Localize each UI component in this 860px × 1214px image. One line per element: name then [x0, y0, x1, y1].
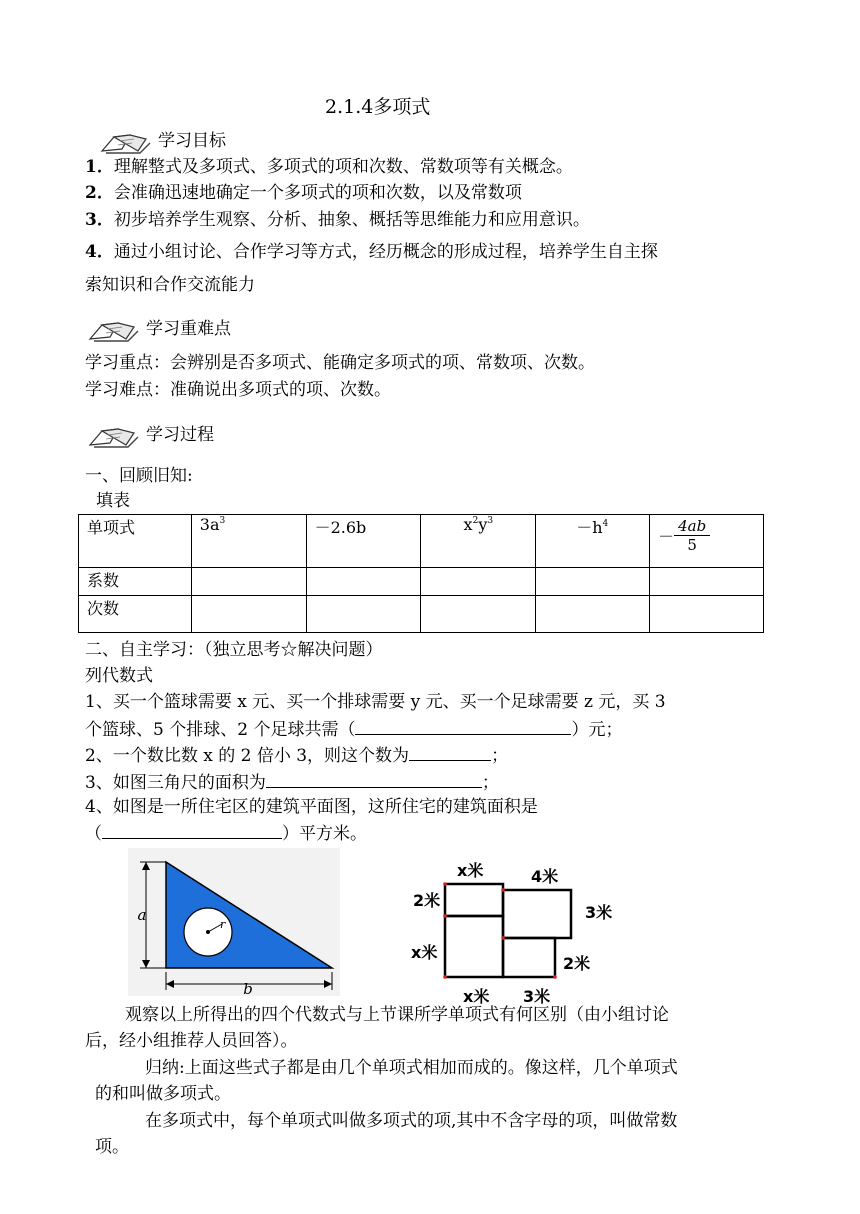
question-1: 1、买一个篮球需要 x 元、买一个排球需要 y 元、买一个足球需要 z 元，买 3 — [85, 692, 666, 712]
definition-line-1: 在多项式中，每个单项式叫做多项式的项,其中不含字母的项，叫做常数 — [145, 1111, 678, 1131]
answer-cell[interactable] — [191, 568, 306, 596]
label-a: a — [137, 906, 147, 924]
floor-plan-figure — [405, 852, 635, 1008]
label-left-2: 2米 — [413, 891, 441, 910]
table-row — [79, 515, 764, 568]
row-label-coefficient: 系数 — [79, 568, 192, 596]
question-3: 3、如图三角尺的面积为 ； — [85, 773, 499, 793]
difficult-point: 学习难点：准确说出多项式的项、次数。 — [85, 380, 391, 400]
answer-cell[interactable] — [650, 568, 764, 596]
triangle-ruler-figure — [128, 848, 340, 996]
label-top-x: x米 — [457, 861, 484, 880]
answer-cell[interactable] — [650, 596, 764, 633]
observe-line-2: 后，经小组推荐人员回答）。 — [85, 1031, 298, 1051]
goal-4: 4．通过小组讨论、合作学习等方式，经历概念的形成过程，培养学生自主探 — [85, 242, 658, 262]
observe-line-1: 观察以上所得出的四个代数式与上节课所学单项式有何区别（由小组讨论 — [125, 1005, 669, 1025]
section-goals-label: 学习目标 — [158, 131, 226, 151]
label-right-3: 3米 — [585, 903, 613, 922]
self-study-heading: 二、自主学习：（独立思考☆解决问题） — [85, 640, 383, 660]
goal-3: 3．初步培养学生观察、分析、抽象、概括等思维能力和应用意识。 — [85, 210, 590, 230]
section-keypoints-label: 学习重难点 — [146, 319, 231, 339]
goal-2: 2．会准确迅速地确定一个多项式的项和次数，以及常数项 — [85, 183, 522, 203]
goal-1: 1．理解整式及多项式、多项式的项和次数、常数项等有关概念。 — [85, 157, 573, 177]
definition-line-2: 项。 — [95, 1137, 129, 1157]
section-goals — [100, 126, 226, 155]
answer-blank[interactable] — [102, 822, 282, 839]
label-r: r — [220, 918, 226, 931]
section-keypoints — [88, 314, 231, 343]
fill-table-label: 填表 — [96, 491, 130, 511]
monomial-table — [78, 514, 764, 633]
induce-line-1: 归纳:上面这些式子都是由几个单项式相加而成的。像这样，几个单项式 — [145, 1058, 678, 1078]
book-icon — [100, 129, 158, 155]
label-left-x: x米 — [411, 943, 438, 962]
page-title: 2.1.4多项式 — [325, 96, 431, 118]
key-point: 学习重点：会辨别是否多项式、能确定多项式的项、常数项、次数。 — [85, 353, 595, 373]
fraction: $\frac{4ab}{5}$ — [674, 517, 710, 554]
section-process-label: 学习过程 — [146, 425, 214, 445]
question-4-cont: （ ）平方米。 — [85, 824, 367, 844]
answer-cell[interactable] — [536, 596, 650, 633]
section-process — [88, 420, 214, 449]
label-right-2: 2米 — [563, 954, 591, 973]
question-4: 4、如图是一所住宅区的建筑平面图，这所住宅的建筑面积是 — [85, 797, 538, 817]
monomial-cell: － $\frac{4ab}{5}$ — [650, 515, 764, 568]
monomial-cell: $3a^3$ — [191, 515, 306, 568]
label-b: b — [243, 980, 253, 996]
question-2: 2、一个数比数 x 的 2 倍小 3，则这个数为 ； — [85, 746, 509, 766]
monomial-cell: $-h^4$ — [536, 515, 650, 568]
review-heading: 一、回顾旧知: — [85, 466, 193, 486]
monomial-cell: $x^2y^3$ — [421, 515, 536, 568]
book-icon — [88, 423, 146, 449]
book-icon — [88, 317, 146, 343]
answer-cell[interactable] — [536, 568, 650, 596]
monomial-cell: －2.6b — [306, 515, 421, 568]
row-label-monomial: 单项式 — [79, 515, 192, 568]
row-label-degree: 次数 — [79, 596, 192, 633]
self-study-sub: 列代数式 — [85, 666, 153, 686]
label-top-4: 4米 — [531, 867, 559, 886]
label-bottom-x: x米 — [463, 987, 490, 1006]
table-row — [79, 596, 764, 633]
table-row — [79, 568, 764, 596]
induce-line-2: 的和叫做多项式。 — [95, 1084, 231, 1104]
question-1-cont: 个篮球、5 个排球、2 个足球共需（ ）元； — [85, 720, 623, 740]
answer-cell[interactable] — [306, 568, 421, 596]
answer-cell[interactable] — [191, 596, 306, 633]
goal-4-continued: 索知识和合作交流能力 — [85, 275, 255, 295]
answer-blank[interactable] — [409, 744, 491, 761]
answer-cell[interactable] — [421, 568, 536, 596]
answer-blank[interactable] — [266, 771, 482, 788]
label-bottom-3: 3米 — [523, 987, 551, 1006]
answer-cell[interactable] — [306, 596, 421, 633]
answer-blank[interactable] — [355, 718, 571, 735]
answer-cell[interactable] — [421, 596, 536, 633]
